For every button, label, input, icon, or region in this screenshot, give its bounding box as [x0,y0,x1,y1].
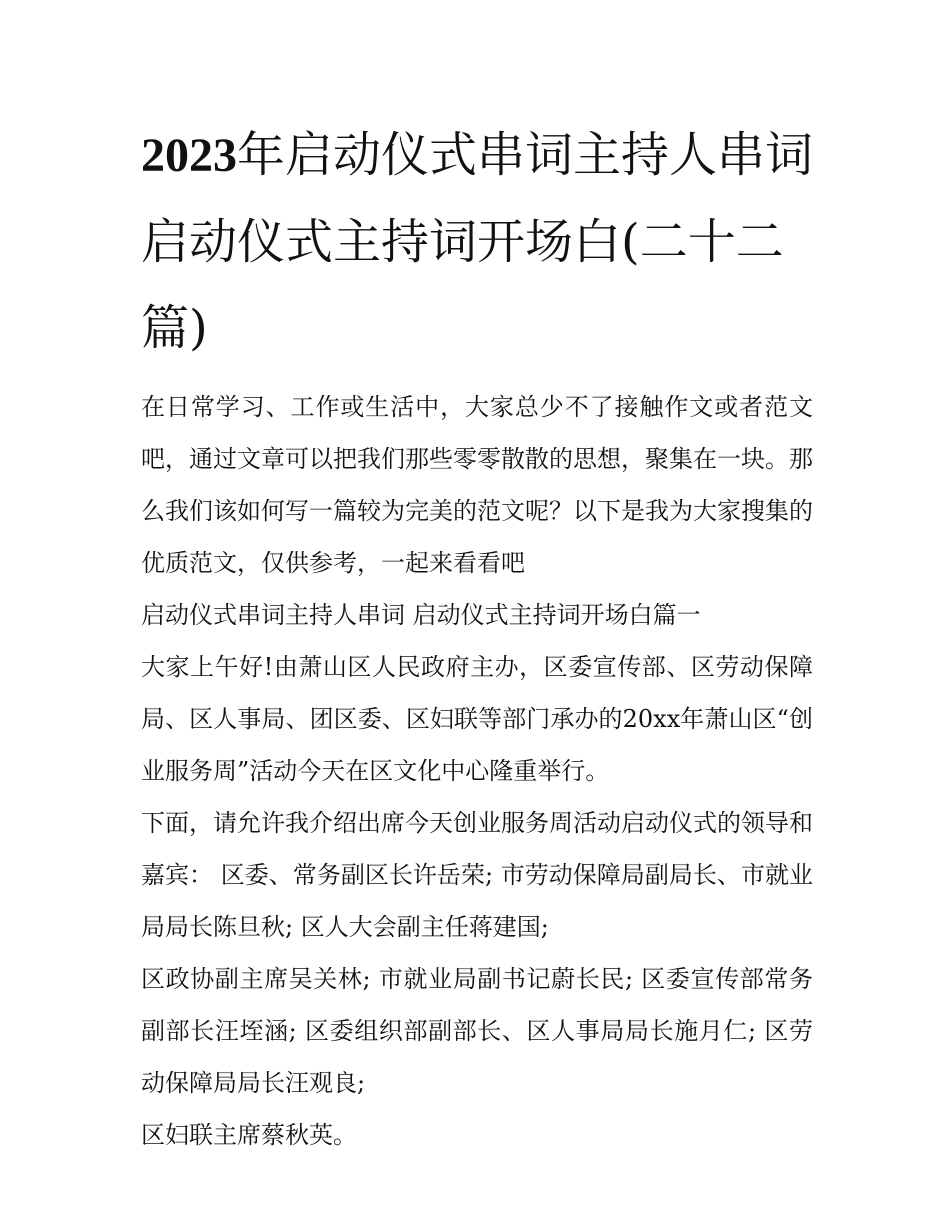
document-body [141,112,813,1161]
guest-intro-paragraph: 下面，请允许我介绍出席今天创业服务周活动启动仪式的领导和嘉宾： 区委、常务副区长许岳荣; 市劳动保障局副局长、市就业局局长陈旦秋; 区人大会副主任蒋建国; [141,809,813,941]
title-year: 2023 [141,129,237,182]
title-text: 年启动仪式串词主持人串词 启动仪式主持词开场白(二十二篇) [141,127,814,356]
document-title [141,112,813,371]
guest-final-paragraph: 区妇联主席蔡秋英。 [141,1121,357,1149]
intro-paragraph: 在日常学习、工作或生活中，大家总少不了接触作文或者范文吧，通过文章可以把我们那些零零散散的思想，聚集在一块。那么我们该如何写一篇较为完美的范文呢？以下是我为大家搜集的优质范文，仅供参考，一起来看看吧 [141,393,813,577]
guest-list-paragraph: 区政协副主席吴关林; 市就业局副书记蔚长民; 区委宣传部常务副部长汪垤涵; 区委组织部副部长、区人事局局长施月仁; 区劳动保障局局长汪观良; [141,965,813,1097]
greeting-paragraph: 大家上午好!由萧山区人民政府主办，区委宣传部、区劳动保障局、区人事局、团区委、区妇联等部门承办的20xx年萧山区“创业服务周”活动今天在区文化中心隆重举行。 [141,653,813,785]
section-heading: 启动仪式串词主持人串词 启动仪式主持词开场白篇一 [141,601,701,629]
